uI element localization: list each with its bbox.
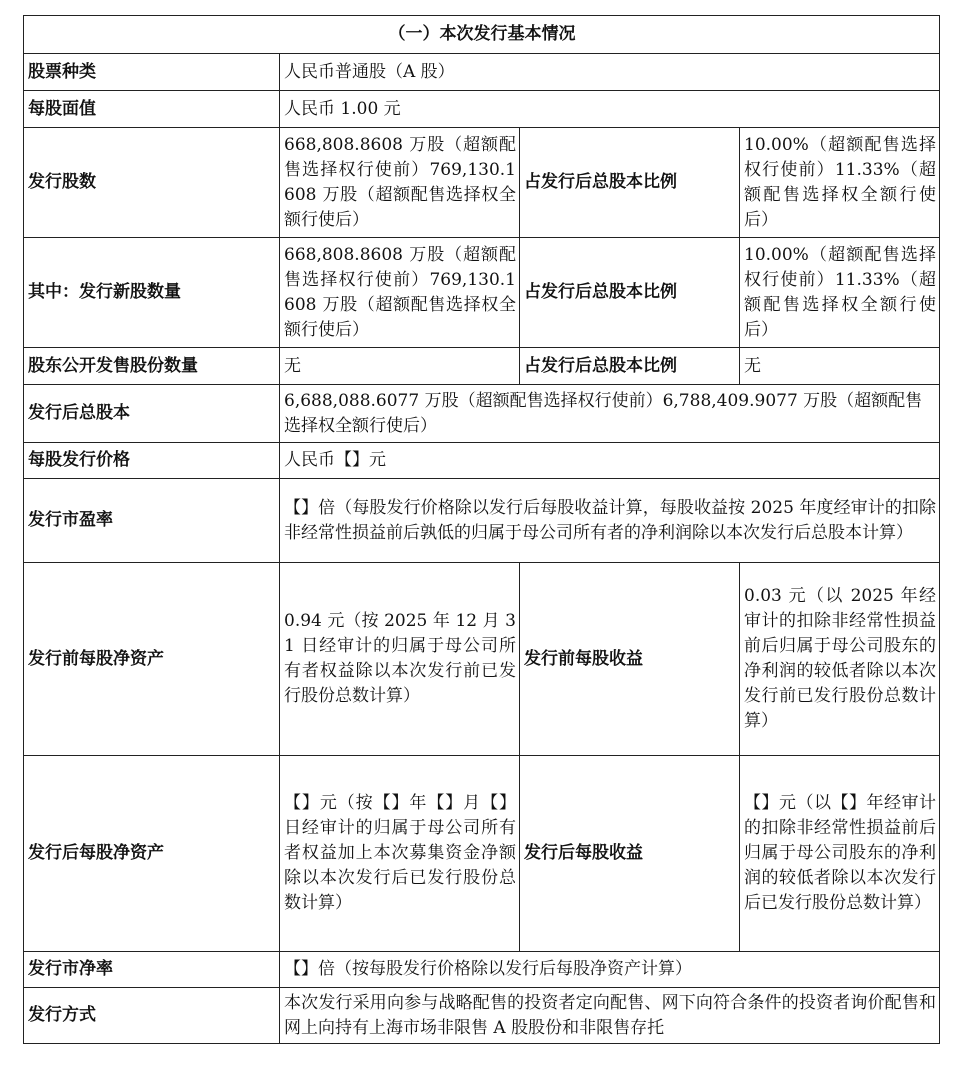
row-value: 本次发行采用向参与战略配售的投资者定向配售、网下向符合条件的投资者询价配售和网上向持有上海市场非限售 A 股股份和非限售存托 bbox=[280, 988, 940, 1044]
row-label: 发行后总股本 bbox=[24, 385, 280, 443]
table-row bbox=[24, 756, 940, 952]
row-value: 0.94 元（按 2025 年 12 月 31 日经审计的归属于母公司所有者权益除以本次发行前已发行股份总数计算） bbox=[280, 563, 520, 756]
table-row bbox=[24, 91, 940, 128]
ratio-label: 占发行后总股本比例 bbox=[520, 238, 740, 348]
row-value: 人民币 1.00 元 bbox=[280, 91, 940, 128]
row-label: 发行股数 bbox=[24, 128, 280, 238]
ratio-value: 10.00%（超额配售选择权行使前）11.33%（超额配售选择权全额行使后） bbox=[740, 238, 940, 348]
ratio-label: 占发行后总股本比例 bbox=[520, 348, 740, 385]
table-row bbox=[24, 128, 940, 238]
table-row bbox=[24, 952, 940, 988]
table-row bbox=[24, 238, 940, 348]
row-label: 发行前每股净资产 bbox=[24, 563, 280, 756]
offering-info-table bbox=[23, 15, 940, 1044]
eps-value: 0.03 元（以 2025 年经审计的扣除非经常性损益前后归属于母公司股东的净利润的较低者除以本次发行前已发行股份总数计算） bbox=[740, 563, 940, 756]
table-row bbox=[24, 563, 940, 756]
row-value: 人民币普通股（A 股） bbox=[280, 54, 940, 91]
table-row bbox=[24, 348, 940, 385]
row-label: 发行市净率 bbox=[24, 952, 280, 988]
table-row bbox=[24, 385, 940, 443]
table-row bbox=[24, 988, 940, 1044]
table-header-row bbox=[24, 16, 940, 54]
row-value: 668,808.8608 万股（超额配售选择权行使前）769,130.1608 万股（超额配售选择权全额行使后） bbox=[280, 238, 520, 348]
row-label: 发行市盈率 bbox=[24, 479, 280, 563]
row-value: 【】倍（每股发行价格除以发行后每股收益计算，每股收益按 2025 年度经审计的扣除非经常性损益前后孰低的归属于母公司所有者的净利润除以本次发行后总股本计算） bbox=[280, 479, 940, 563]
row-value: 人民币【】元 bbox=[280, 443, 940, 479]
table-row bbox=[24, 54, 940, 91]
table-row bbox=[24, 479, 940, 563]
ratio-label: 占发行后总股本比例 bbox=[520, 128, 740, 238]
row-value: 668,808.8608 万股（超额配售选择权行使前）769,130.1608 万股（超额配售选择权全额行使后） bbox=[280, 128, 520, 238]
table-title: （一）本次发行基本情况 bbox=[24, 16, 940, 54]
row-value: 无 bbox=[280, 348, 520, 385]
row-label: 发行后每股净资产 bbox=[24, 756, 280, 952]
ratio-value: 10.00%（超额配售选择权行使前）11.33%（超额配售选择权全额行使后） bbox=[740, 128, 940, 238]
eps-label: 发行后每股收益 bbox=[520, 756, 740, 952]
table-row bbox=[24, 443, 940, 479]
row-value: 【】倍（按每股发行价格除以发行后每股净资产计算） bbox=[280, 952, 940, 988]
row-label: 发行方式 bbox=[24, 988, 280, 1044]
row-label: 每股发行价格 bbox=[24, 443, 280, 479]
row-label: 股东公开发售股份数量 bbox=[24, 348, 280, 385]
ratio-value: 无 bbox=[740, 348, 940, 385]
row-label: 每股面值 bbox=[24, 91, 280, 128]
eps-label: 发行前每股收益 bbox=[520, 563, 740, 756]
row-label: 股票种类 bbox=[24, 54, 280, 91]
row-label: 其中：发行新股数量 bbox=[24, 238, 280, 348]
eps-value: 【】元（以【】年经审计的扣除非经常性损益前后归属于母公司股东的净利润的较低者除以本次发行后已发行股份总数计算） bbox=[740, 756, 940, 952]
row-value: 【】元（按【】年【】月【】日经审计的归属于母公司所有者权益加上本次募集资金净额除以本次发行后已发行股份总数计算） bbox=[280, 756, 520, 952]
row-value: 6,688,088.6077 万股（超额配售选择权行使前）6,788,409.9077 万股（超额配售选择权全额行使后） bbox=[280, 385, 940, 443]
